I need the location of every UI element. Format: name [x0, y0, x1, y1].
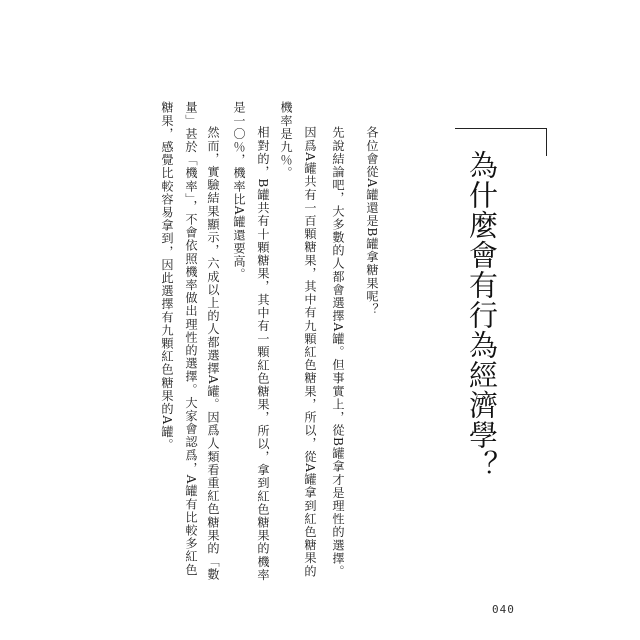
body-column-1: 各位會從A罐還是B罐拿糖果呢︖	[365, 126, 379, 316]
page-number: 040	[492, 603, 515, 616]
body-column-9: 糖果，感覺比較容易拿到，因此選擇有九顆紅色糖果的A罐︒	[160, 101, 174, 452]
body-column-2: 先說結論吧，大多數的人都會選擇A罐。但事實上，從B罐拿才是理性的選擇︒	[331, 126, 345, 578]
chapter-title: 為什麼會有行為經濟學？	[465, 150, 499, 480]
body-column-3: 因爲A罐共有一百顆糖果，其中有九顆紅色糖果，所以，從A罐拿到紅色糖果的	[303, 126, 317, 578]
title-bracket-tick	[546, 128, 547, 156]
body-column-4: 機率是九％。	[279, 101, 293, 180]
body-column-5: 相對的，B罐共有十顆糖果，其中有一顆紅色糖果，所以，拿到紅色糖果的機率	[256, 126, 270, 582]
title-bracket-top-rule	[455, 128, 547, 129]
body-column-7: 然而，實驗結果顯示，六成以上的人都選擇A罐。因爲人類看重紅色糖果的「數	[206, 126, 220, 582]
body-column-6: 是一〇％，機率比A罐還要高。	[232, 101, 246, 282]
body-column-8: 量」甚於「機率」，不會依照機率做出理性的選擇。大家會認爲，A罐有比較多紅色	[184, 101, 198, 577]
